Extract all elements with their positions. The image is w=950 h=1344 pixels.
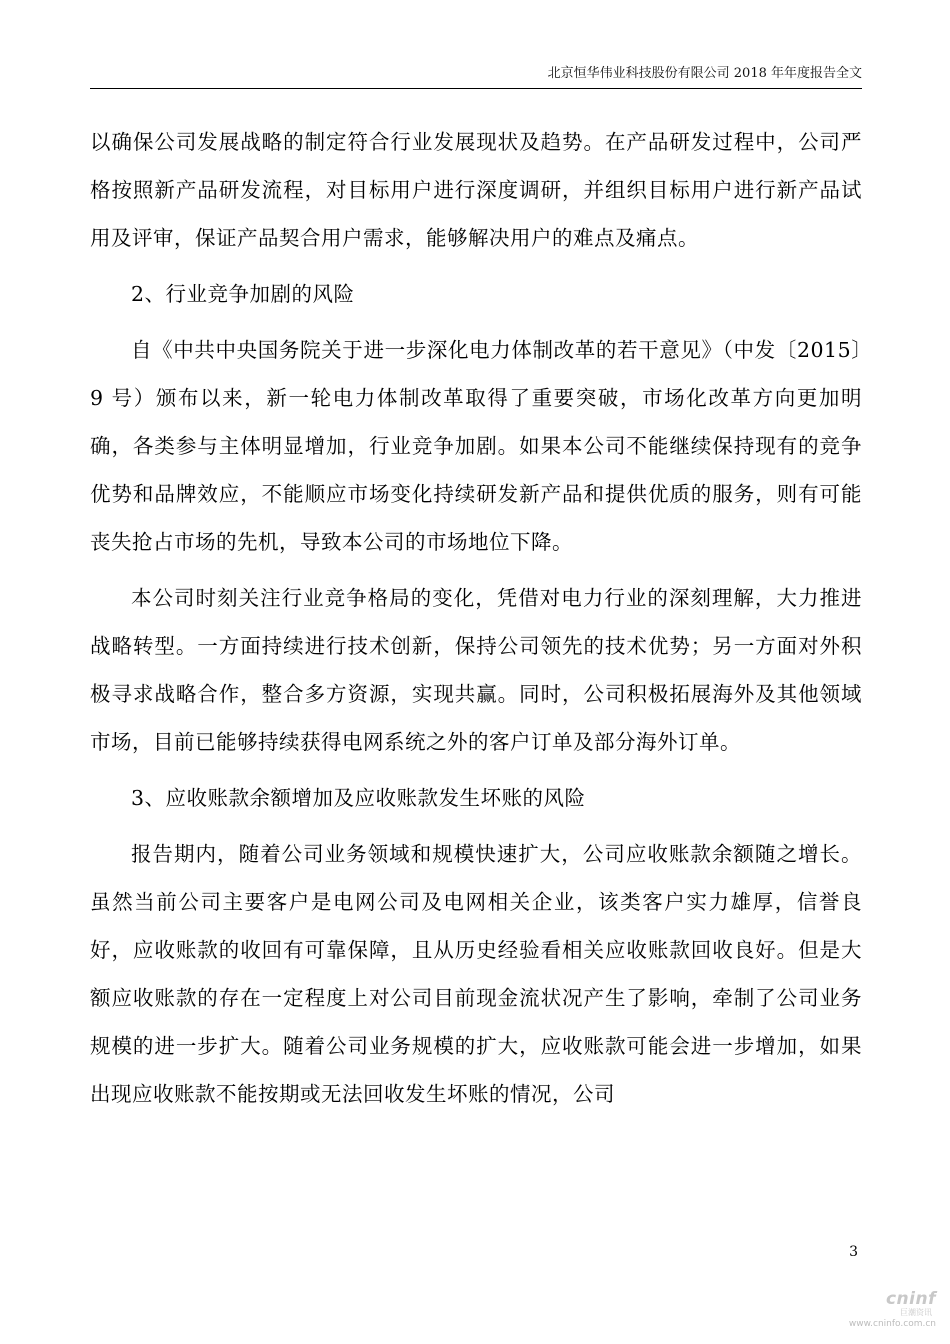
watermark-subtitle: 巨潮资讯 [900, 1308, 932, 1317]
section-heading-receivables-risk: 3、应收账款余额增加及应收账款发生坏账的风险 [131, 786, 586, 810]
cninfo-watermark-logo [840, 1290, 936, 1336]
page-body [90, 118, 862, 1118]
paragraph-competition-risk: 自《中共中央国务院关于进一步深化电力体制改革的若干意见》（中发〔2015〕9 号）颁布以来，新一轮电力体制改革取得了重要突破，市场化改革方向更加明确，各类参与主体明显增加，行业竞争加剧。如果本公司不能继续保持现有的竞争优势和品牌效应，不能顺应市场变化持续研发新产品和提供优质的服务，则有可能丧失抢占市场的先机，导致本公司的市场地位下降。 [90, 338, 862, 554]
page-header [90, 62, 862, 86]
page-number: 3 [849, 1244, 858, 1260]
header-title: 北京恒华伟业科技股份有限公司 2018 年年度报告全文 [547, 66, 862, 81]
paragraph-receivables-risk: 报告期内，随着公司业务领域和规模快速扩大，公司应收账款余额随之增长。虽然当前公司主要客户是电网公司及电网相关企业，该类客户实力雄厚，信誉良好，应收账款的收回有可靠保障，且从历史经验看相关应收账款回收良好。但是大额应收账款的存在一定程度上对公司目前现金流状况产生了影响，牵制了公司业务规模的进一步扩大。随着公司业务规模的扩大，应收账款可能会进一步增加，如果出现应收账款不能按期或无法回收发生坏账的情况，公司 [90, 842, 862, 1106]
paragraph-competition-response: 本公司时刻关注行业竞争格局的变化，凭借对电力行业的深刻理解，大力推进战略转型。一方面持续进行技术创新，保持公司领先的技术优势；另一方面对外积极寻求战略合作，整合多方资源，实现共赢。同时，公司积极拓展海外及其他领域市场，目前已能够持续获得电网系统之外的客户订单及部分海外订单。 [90, 586, 862, 754]
paragraph-product-development: 以确保公司发展战略的制定符合行业发展现状及趋势。在产品研发过程中，公司严格按照新产品研发流程，对目标用户进行深度调研，并组织目标用户进行新产品试用及评审，保证产品契合用户需求，能够解决用户的难点及痛点。 [90, 130, 862, 250]
watermark-url: www.cninfo.com.cn [848, 1319, 936, 1329]
header-divider [90, 88, 862, 89]
section-heading-competition-risk: 2、行业竞争加剧的风险 [131, 282, 355, 306]
watermark-brand: cninf [885, 1289, 936, 1309]
